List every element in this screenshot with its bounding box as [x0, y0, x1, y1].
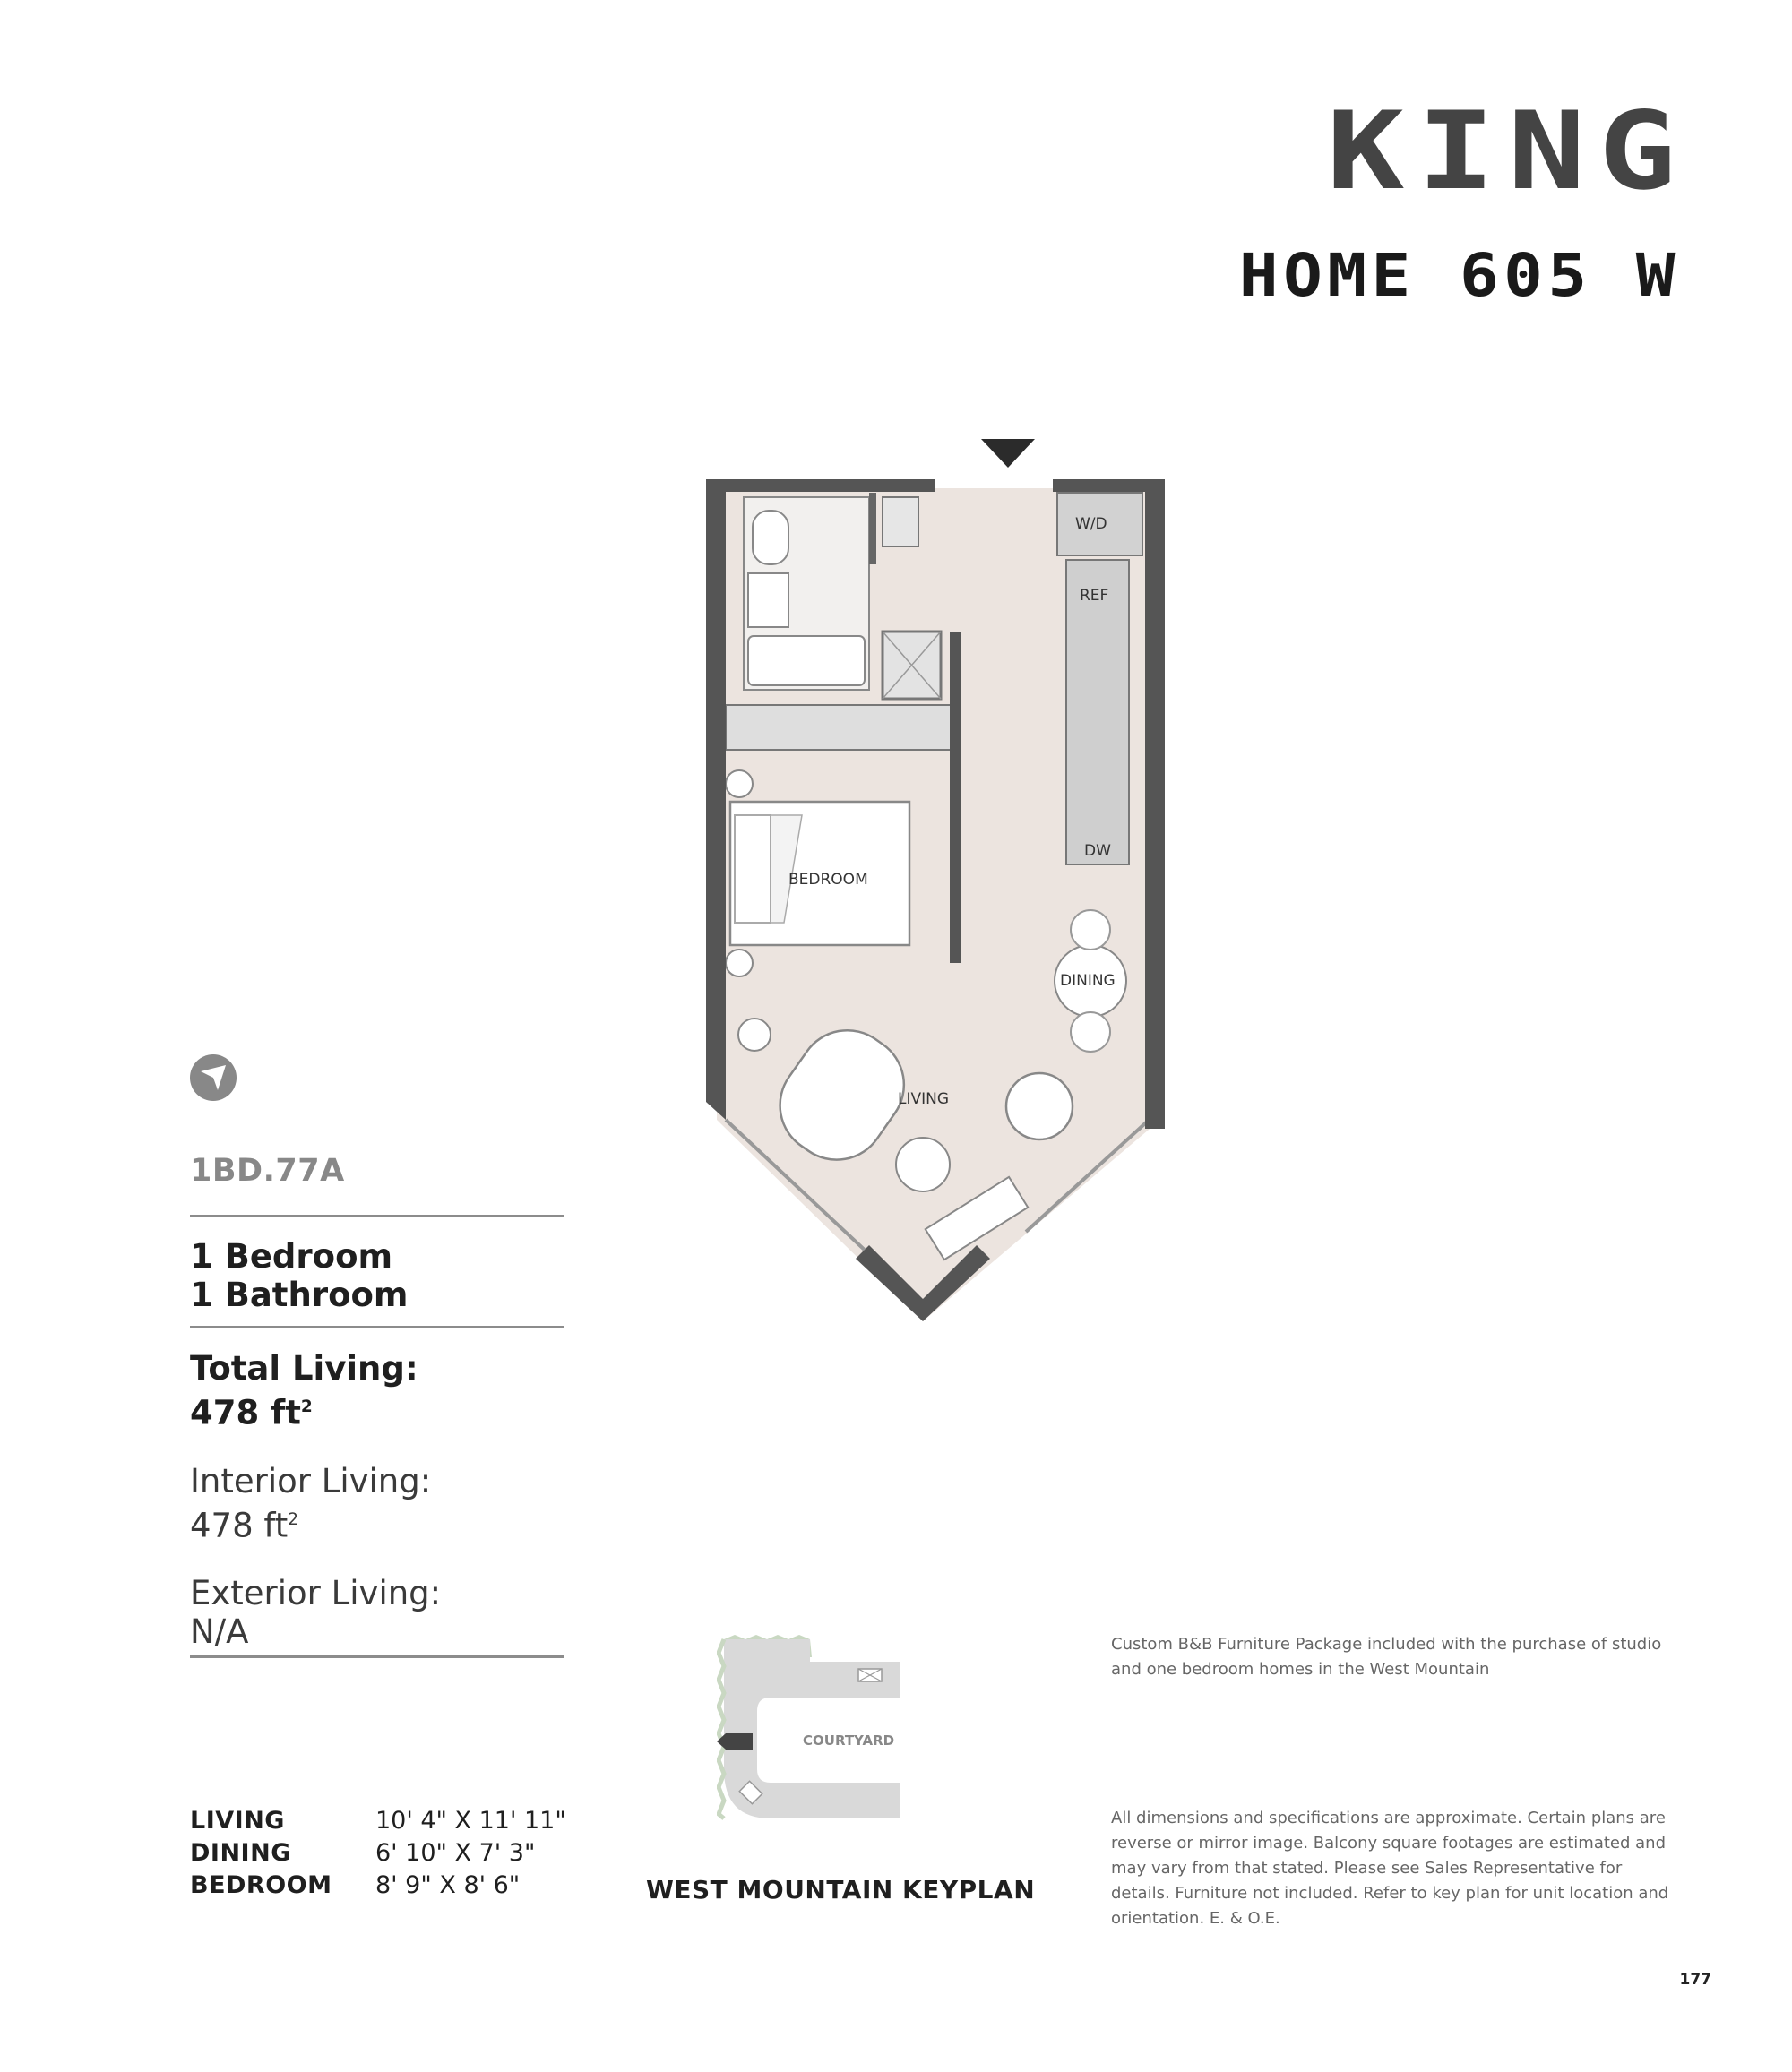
bed-bath-count: [190, 1237, 408, 1314]
wardrobe: [726, 705, 954, 750]
label-dw: DW: [1084, 842, 1111, 860]
disclaimer-note: All dimensions and specifications are approximate. Certain plans are reverse or mirror image. Balcony square footages are estimated and may vary from that stated. Please see Sales Representative for details. Furniture not included. Refer to key plan for unit location and orientation. E. & O.E.: [1111, 1809, 1669, 1928]
total-living-label: Total Living:: [190, 1349, 418, 1388]
floor-plan: [699, 439, 1183, 1335]
interior-living-label: Interior Living:: [190, 1462, 432, 1500]
label-bedroom: BEDROOM: [788, 871, 868, 889]
bathtub: [748, 636, 865, 685]
label-ref: REF: [1080, 587, 1109, 605]
nightstand: [726, 950, 753, 976]
furniture-note: Custom B&B Furniture Package included with the purchase of studio and one bedroom homes in the West Mountain: [1111, 1635, 1662, 1679]
wall: [706, 479, 726, 1088]
bedrooms: 1 Bedroom: [190, 1237, 393, 1276]
dining-chair: [1071, 1012, 1110, 1052]
brand-logo: KING: [1326, 90, 1689, 214]
total-living: [190, 1349, 418, 1431]
linen-closet: [883, 497, 918, 546]
room-size: 8' 9" X 8' 6": [375, 1871, 521, 1899]
room-name: DINING: [190, 1839, 291, 1867]
divider: [190, 1215, 564, 1217]
table-row: [190, 1839, 566, 1871]
bathrooms: 1 Bathroom: [190, 1276, 409, 1314]
keyplan-title: WEST MOUNTAIN KEYPLAN: [646, 1875, 1036, 1904]
room-dimensions-table: [190, 1807, 566, 1904]
wall: [950, 632, 961, 963]
room-name: BEDROOM: [190, 1871, 332, 1899]
wall: [869, 493, 876, 564]
divider: [190, 1326, 564, 1328]
wall: [706, 479, 935, 492]
label-dining: DINING: [1060, 972, 1116, 990]
compass-arrow-icon: [190, 1054, 237, 1101]
room-name: LIVING: [190, 1807, 285, 1835]
entry-arrow-icon: [981, 439, 1035, 468]
keyplan-map: [717, 1635, 905, 1845]
side-table: [896, 1138, 950, 1191]
table-row: [190, 1807, 566, 1839]
total-living-value: 478 $ft^2$: [190, 1393, 313, 1432]
label-living: LIVING: [898, 1090, 950, 1108]
divider: [190, 1655, 564, 1658]
room-size: 10' 4" X 11' 11": [375, 1807, 566, 1835]
courtyard-label: COURTYARD: [803, 1732, 895, 1749]
exterior-living: [190, 1574, 441, 1651]
wall: [1145, 479, 1165, 1129]
wall: [706, 1088, 726, 1120]
room-size: 6' 10" X 7' 3": [375, 1839, 536, 1867]
toilet: [753, 511, 788, 564]
interior-living: [190, 1462, 431, 1544]
model-code: 1BD.77A: [190, 1153, 345, 1189]
kitchen-counter: [1066, 560, 1129, 864]
home-title: HOME 605 W: [1238, 241, 1680, 310]
label-wd: W/D: [1075, 515, 1107, 533]
nightstand: [726, 770, 753, 797]
vanity: [748, 573, 788, 627]
exterior-living-value: N/A: [190, 1612, 249, 1651]
keyplan-unit-highlight: [726, 1733, 753, 1750]
table-row: [190, 1871, 566, 1904]
exterior-living-label: Exterior Living:: [190, 1574, 442, 1612]
dining-chair: [1071, 910, 1110, 950]
page-number: 177: [1679, 1971, 1711, 1989]
plant: [738, 1019, 771, 1051]
interior-living-value: 478 $ft^2$: [190, 1506, 299, 1545]
armchair: [1006, 1073, 1073, 1139]
